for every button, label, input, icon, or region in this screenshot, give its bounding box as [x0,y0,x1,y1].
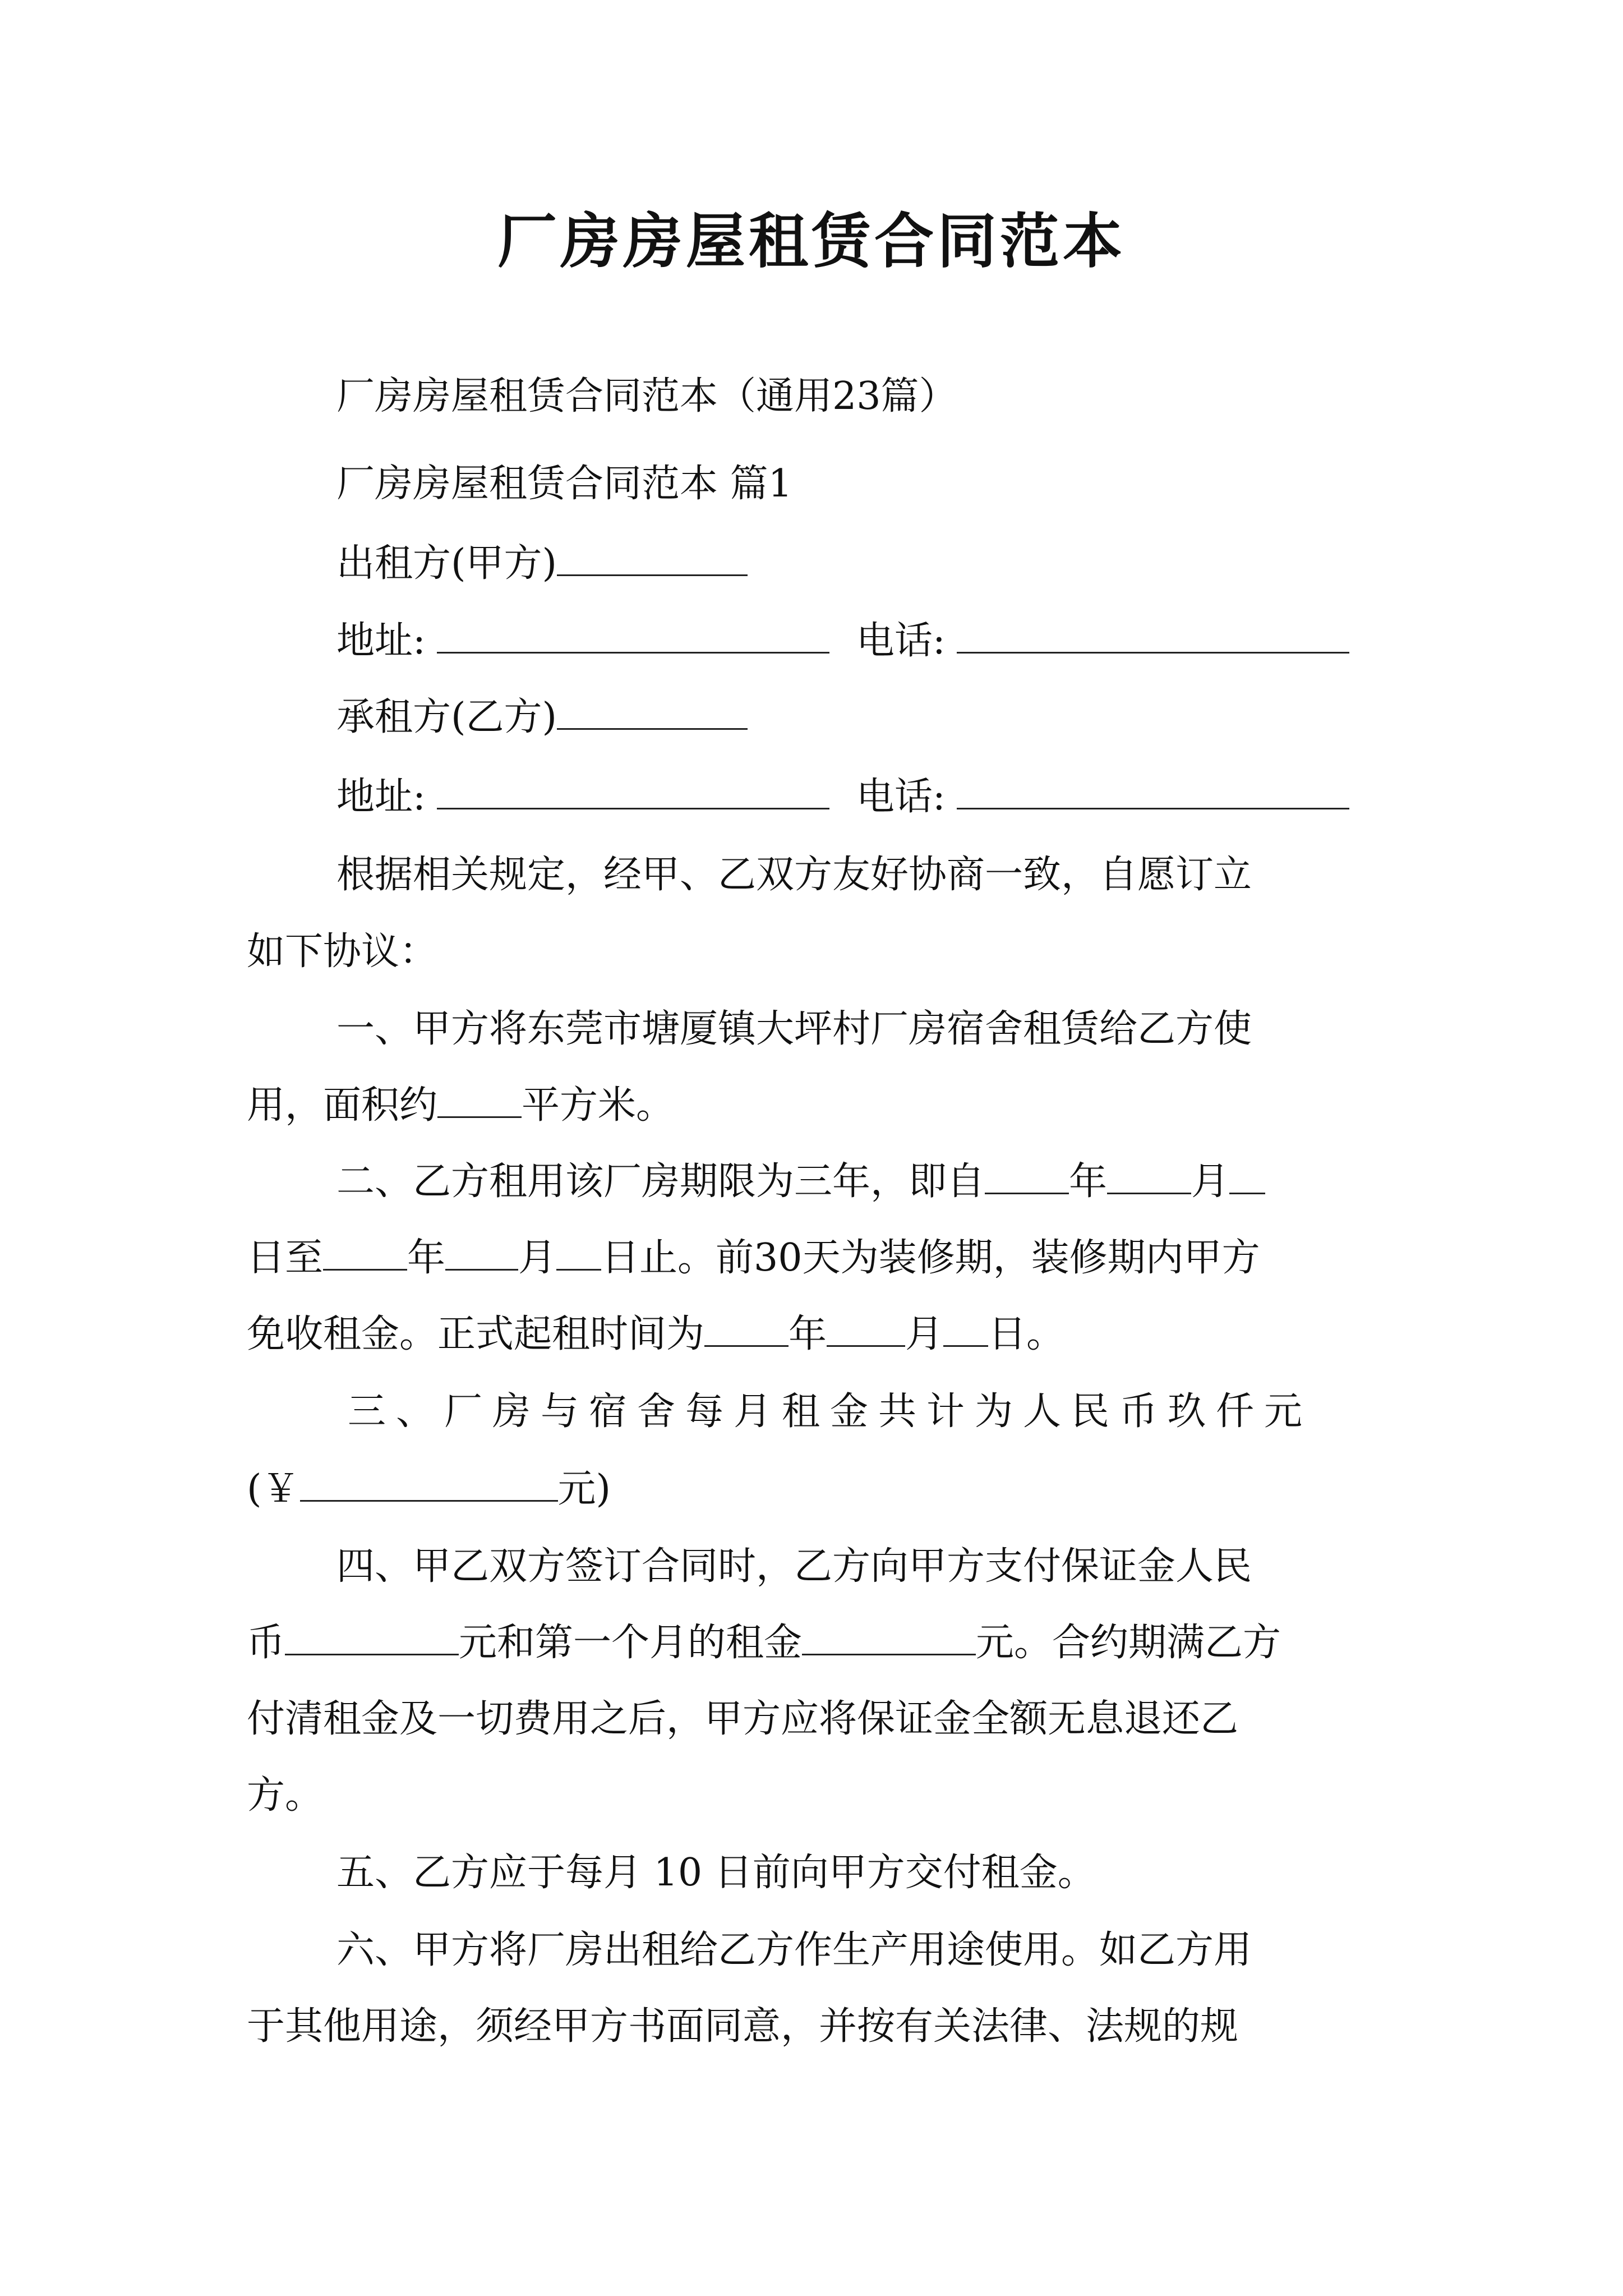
phone-label: 电话: [856,775,946,819]
lessor-blank [557,540,748,576]
address-blank [437,617,829,654]
text-fragment: 月 [1191,1159,1230,1204]
month-blank [445,1234,518,1271]
text-fragment: 年 [407,1236,446,1280]
paragraph-line: 付清租金及一切费用之后，甲方应将保证金全额无息退还乙 [247,1697,1239,1741]
paragraph-line: 方。 [247,1773,324,1818]
lessee-blank [557,693,748,730]
address-blank [437,773,829,809]
day-blank [943,1310,988,1347]
text-fragment: 年 [1069,1159,1108,1204]
text-fragment: 日至 [247,1236,324,1280]
text-fragment: 日。 [988,1312,1065,1356]
phone-label: 电话: [856,619,946,663]
paragraph-line: 于其他用途，须经甲方书面同意，并按有关法律、法规的规 [247,2004,1239,2049]
paragraph-line: 根据相关规定，经甲、乙双方友好协商一致，自愿订立 [336,853,1252,897]
text-fragment: 元) [557,1467,611,1511]
paragraph-line: 四、甲乙双方签订合同时，乙方向甲方支付保证金人民 [336,1544,1252,1589]
paragraph-line: 六、甲方将厂房出租给乙方作生产用途使用。如乙方用 [336,1928,1252,1972]
month-blank [827,1310,905,1347]
paragraph-line [336,1157,1380,1207]
text-fragment: (￥ [247,1467,300,1511]
text-fragment: 年 [789,1312,827,1356]
text-fragment: 用，面积约 [247,1083,438,1128]
subtitle: 厂房房屋租赁合同范本（通用23篇） [336,374,957,418]
paragraph-line [247,1309,1380,1360]
address-label: 地址: [336,775,426,819]
section-heading: 厂房房屋租赁合同范本 篇1 [336,462,792,506]
paragraph-line: 三、厂房与宿舍每月租金共计为人民币玖仟元 [348,1389,1313,1434]
text-fragment: 币 [247,1621,285,1665]
day-blank [556,1234,601,1271]
month-blank [1107,1158,1191,1194]
paragraph-line [247,1464,1380,1515]
text-fragment: 元和第一个月的租金 [459,1621,803,1665]
paragraph-line [247,1233,1380,1283]
paragraph-line [247,1080,1380,1131]
text-fragment: 月 [905,1312,944,1356]
text-fragment: 平方米。 [522,1083,675,1128]
lessor-address-line [336,616,1380,666]
deposit-blank [285,1619,459,1655]
area-blank [437,1082,522,1118]
year-blank [704,1310,789,1347]
lessee-line [336,692,1380,743]
lessee-label: 承租方(乙方) [336,695,557,739]
amount-blank [300,1465,558,1502]
text-fragment: 月 [518,1236,557,1280]
text-fragment: 免收租金。正式起租时间为 [247,1312,705,1356]
document-title: 厂房房屋租赁合同范本 [497,206,1126,276]
lessor-line [336,539,1380,589]
rent-blank [802,1619,976,1655]
address-label: 地址: [336,619,426,663]
phone-blank [957,617,1349,654]
text-fragment: 元。合约期满乙方 [976,1621,1281,1665]
paragraph-line: 一、甲方将东莞市塘厦镇大坪村厂房宿舍租赁给乙方使 [336,1007,1252,1051]
paragraph-line: 五、乙方应于每月 10 日前向甲方交付租金。 [336,1851,1096,1895]
lessor-label: 出租方(甲方) [336,541,557,586]
year-blank [323,1234,407,1271]
lessee-address-line [336,772,1380,822]
phone-blank [957,773,1349,809]
paragraph-line [247,1618,1380,1668]
year-blank [985,1158,1069,1194]
text-fragment: 二、乙方租用该厂房期限为三年，即自 [336,1159,985,1204]
day-blank [1229,1158,1265,1194]
paragraph-line: 如下协议： [247,930,438,974]
text-fragment: 日止。前30天为装修期，装修期内甲方 [601,1236,1260,1280]
